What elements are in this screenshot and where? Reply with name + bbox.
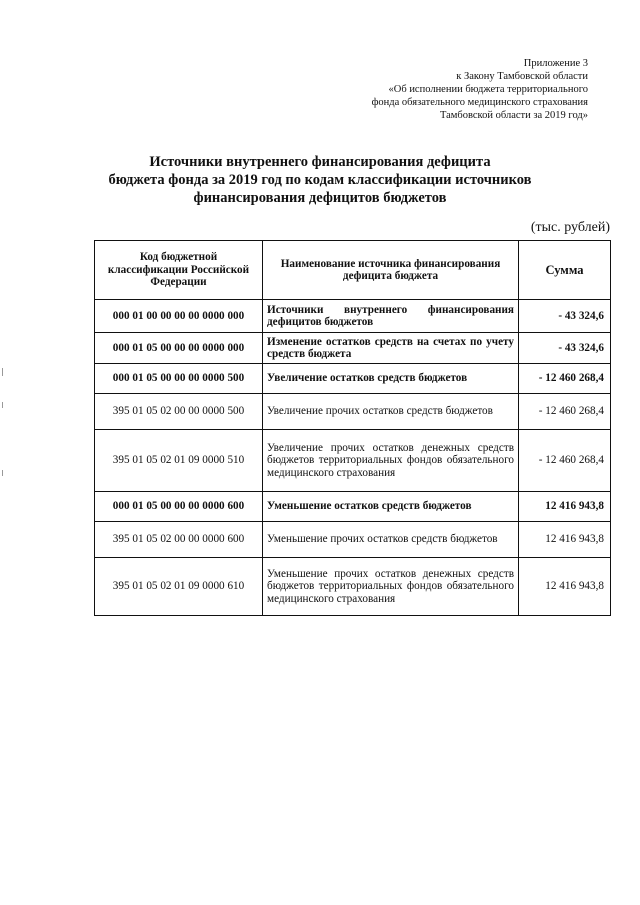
row-name: Увеличение прочих остатков средств бюджетов	[263, 394, 519, 430]
row-name: Источники внутреннего финансирования дефицитов бюджетов	[263, 300, 519, 333]
row-code: 395 01 05 02 01 09 0000 610	[95, 558, 263, 616]
row-amount: - 12 460 268,4	[519, 364, 611, 394]
row-amount: - 43 324,6	[519, 300, 611, 333]
row-name: Увеличение прочих остатков денежных средств бюджетов территориальных фондов обязательного медицинского страхования	[263, 430, 519, 492]
row-amount: 12 416 943,8	[519, 522, 611, 558]
row-code: 395 01 05 02 01 09 0000 510	[95, 430, 263, 492]
row-code: 395 01 05 02 00 00 0000 500	[95, 394, 263, 430]
table-row	[95, 522, 611, 558]
header-amount: Сумма	[519, 241, 611, 300]
row-code: 000 01 05 00 00 00 0000 500	[95, 364, 263, 394]
table-row	[95, 558, 611, 616]
units-label: (тыс. рублей)	[530, 220, 610, 235]
row-code: 395 01 05 02 00 00 0000 600	[95, 522, 263, 558]
title-line: бюджета фонда за 2019 год по кодам классификации источников	[108, 172, 532, 188]
appendix-line: к Закону Тамбовской области	[456, 71, 588, 82]
row-amount: - 12 460 268,4	[519, 394, 611, 430]
row-code: 000 01 05 00 00 00 0000 000	[95, 333, 263, 364]
row-amount: - 43 324,6	[519, 333, 611, 364]
sources-table	[94, 240, 611, 616]
header-code: Код бюджетной классификации Российской Федерации	[95, 241, 263, 300]
title-line: финансирования дефицитов бюджетов	[193, 190, 447, 206]
row-amount: 12 416 943,8	[519, 492, 611, 522]
header-name: Наименование источника финансирования дефицита бюджета	[263, 241, 519, 300]
table-row	[95, 333, 611, 364]
document-title	[0, 153, 640, 207]
title-line: Источники внутреннего финансирования дефицита	[149, 154, 491, 170]
row-code: 000 01 05 00 00 00 0000 600	[95, 492, 263, 522]
table-row	[95, 430, 611, 492]
row-name: Уменьшение прочих остатков денежных средств бюджетов территориальных фондов обязательного медицинского страхования	[263, 558, 519, 616]
scan-edge-mark	[2, 470, 3, 476]
table-row	[95, 364, 611, 394]
row-amount: - 12 460 268,4	[519, 430, 611, 492]
scan-edge-mark	[2, 368, 3, 376]
appendix-line: «Об исполнении бюджета территориального	[388, 84, 588, 95]
scan-edge-mark	[2, 402, 3, 408]
row-name: Увеличение остатков средств бюджетов	[263, 364, 519, 394]
table-row	[95, 394, 611, 430]
row-code: 000 01 00 00 00 00 0000 000	[95, 300, 263, 333]
appendix-line: фонда обязательного медицинского страхования	[371, 97, 588, 108]
table-row	[95, 300, 611, 333]
table-header-row	[95, 241, 611, 300]
row-name: Уменьшение остатков средств бюджетов	[263, 492, 519, 522]
appendix-line: Тамбовской области за 2019 год»	[439, 110, 588, 121]
row-name: Изменение остатков средств на счетах по учету средств бюджета	[263, 333, 519, 364]
appendix-note	[372, 57, 588, 122]
table-row	[95, 492, 611, 522]
appendix-line: Приложение 3	[523, 58, 588, 69]
row-name: Уменьшение прочих остатков средств бюджетов	[263, 522, 519, 558]
row-amount: 12 416 943,8	[519, 558, 611, 616]
